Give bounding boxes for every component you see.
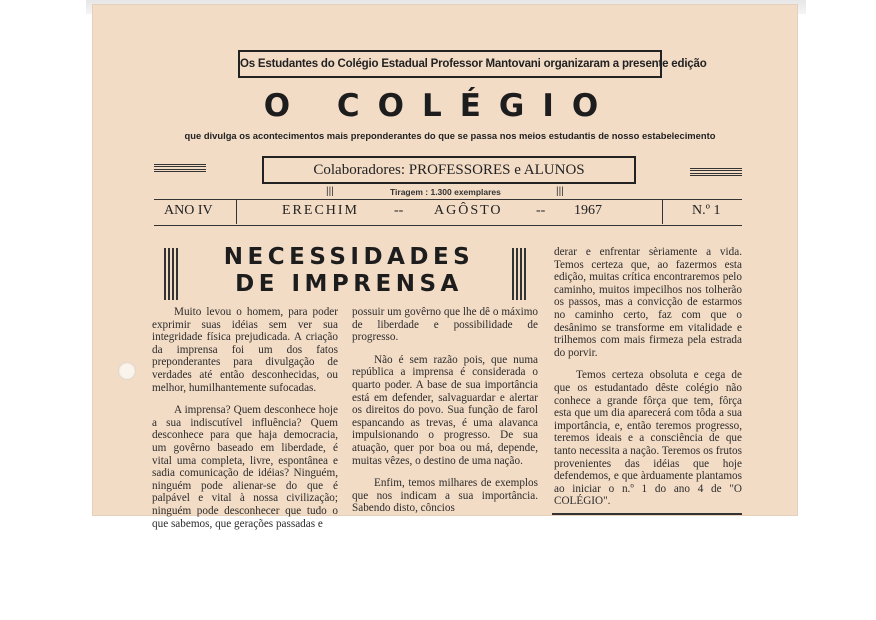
print-run: Tiragem : 1.300 exemplares: [390, 187, 501, 197]
article-headline: [184, 244, 514, 298]
year: 1967: [574, 203, 602, 218]
masthead-title: O COLÉGIO: [263, 88, 617, 124]
tick-marks-right: |||: [556, 186, 564, 197]
col3-paragraph-2: Temos certeza obsoluta e cega de que os estudantado dêste colégio não conhece a grande fôrça que tem, fôrça esta que um dia aparecerá com tôda a sua importância, e, então teremos progresso, teremos ideais e a consciência de que tanto necessita a nação. Teremos os frutos provenientes das idéias que hoje defendemos, e que àrduamente plantamos ao iniciar o n.º 1 do ano 4 de "O COLÉGIO".: [554, 369, 742, 508]
info-bar: [154, 200, 742, 224]
issue-number: N.º 1: [692, 203, 721, 218]
separator-2: --: [536, 203, 546, 218]
col3-paragraph-1: derar e enfrentar sèriamente a vida. Temos certeza que, ao fazermos esta edição, muitas crítica encontraremos pelo caminho, muitos impecilhos nos tolherão os passos, mas a convicção de estarmos no caminho certo, faz com que o desânimo se transforme em vitalidade e trilhemos com mais firmeza pela estrada do porvir.: [554, 246, 742, 359]
decorative-rule-left: [154, 164, 206, 172]
article-column-3: [554, 246, 742, 510]
headline-line-1: NECESSIDADES: [223, 244, 475, 270]
headline-line-2: DE IMPRENSA: [235, 271, 463, 297]
col1-paragraph-2: A imprensa? Quem desconhece hoje a sua indiscutível influência? Quem desconhece para que haja democracia, um govêrno baseado em liberdade, é vital uma completa, livre, espontânea e sadia comunicação de idéias? Ninguém, ninguém pode alienar-se do que é palpável e vital à nossa civilização; ninguém pode desconhecer que tudo o que sabemos, que gerações passadas e: [152, 404, 338, 530]
edition-note-box: Os Estudantes do Colégio Estadual Professor Mantovani organizaram a presente edição: [238, 50, 662, 78]
city: ERECHIM: [282, 203, 359, 218]
collaborators-value: PROFESSORES e ALUNOS: [408, 162, 585, 178]
decorative-rule-right: [690, 168, 742, 176]
collaborators-label: Colaboradores:: [313, 162, 405, 178]
article-column-2: [352, 306, 538, 515]
col2-paragraph-3: Enfim, temos milhares de exemplos que nos indicam a sua importância. Sabendo disto, côncios: [352, 477, 538, 515]
month: AGÔSTO: [434, 203, 503, 218]
col1-paragraph-1: Muito levou o homem, para poder exprimir suas idéias sem ver sua integridade física prejudicada. A criação da imprensa foi um dos fatos preponderantes para divulgação de verdades até então desconhecidas, ou melhor, humilhantemente sufocadas.: [152, 306, 338, 394]
punch-hole: [118, 362, 136, 380]
masthead-tagline: que divulga os acontecimentos mais preponderantes do que se passa nos meios estudantis de nosso estabelecimento: [184, 130, 716, 141]
col2-paragraph-1: possuir um govêrno que lhe dê o máximo de liberdade e possibilidade de progresso.: [352, 306, 538, 344]
collaborators-box: [262, 156, 636, 184]
headline-ornament-right: [512, 248, 526, 300]
separator-1: --: [394, 203, 404, 218]
info-bar-bottom-rule: [154, 225, 742, 226]
tick-marks-left: |||: [326, 186, 334, 197]
volume-label: ANO IV: [164, 203, 213, 218]
headline-ornament-left: [164, 248, 178, 300]
article-end-rule: [552, 513, 742, 515]
col2-paragraph-2: Não é sem razão pois, que numa república a imprensa é considerada o quarto poder. A base de sua importância está em defender, salvaguardar e alertar os direitos do povo. Sua função de farol espancando as trevas, é uma alavanca impulsionando o progresso. De sua atuação, quer por boa ou má, depende, muitas vêzes, o destino de uma nação.: [352, 353, 538, 467]
article-column-1: [152, 306, 338, 530]
